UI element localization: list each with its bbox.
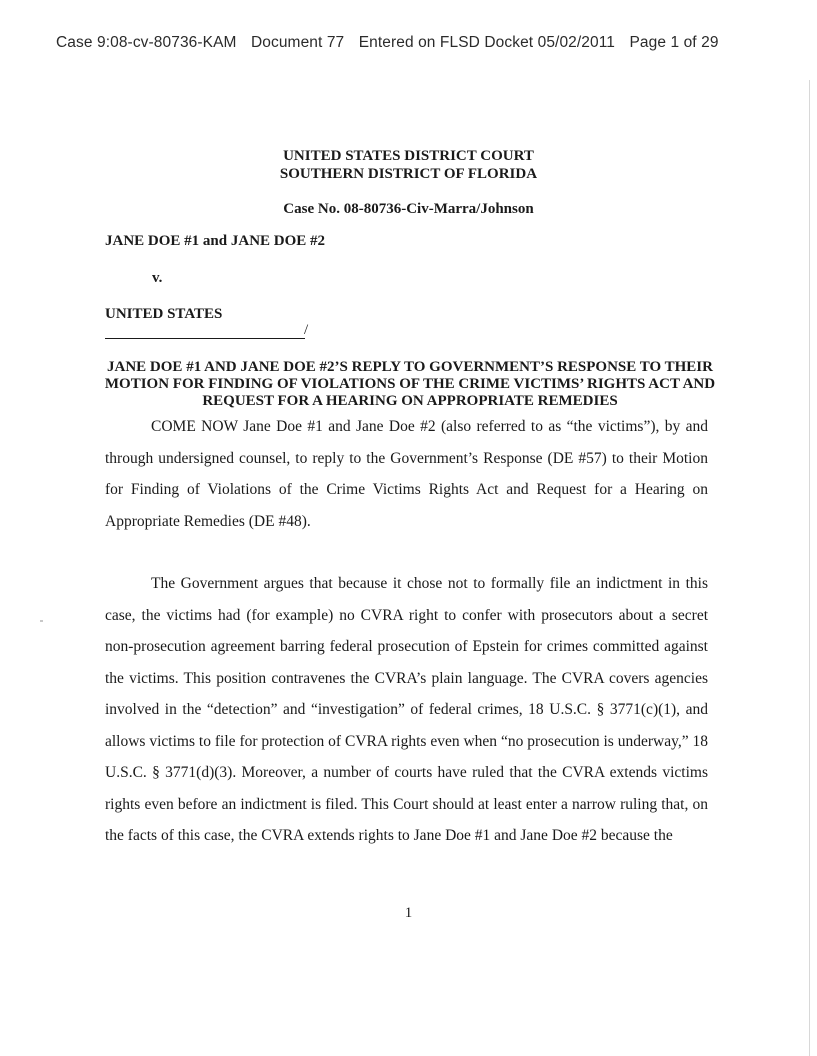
- paragraph-text: COME NOW Jane Doe #1 and Jane Doe #2 (also referred to as “the victims”), by and through undersigned counsel, to reply to the Government’s Response (DE #57) to their Motion for Finding of Violations of the Crime Victims Rights Act and Request for a Hearing on Appropriate Remedies (DE #48).: [105, 418, 708, 530]
- plaintiffs: JANE DOE #1 and JANE DOE #2: [105, 233, 326, 249]
- court-name: UNITED STATES DISTRICT COURT: [283, 148, 534, 164]
- document-title: JANE DOE #1 AND JANE DOE #2’S REPLY TO GOVERNMENT’S RESPONSE TO THEIR MOTION FOR FINDING OF VIOLATIONS OF THE CRIME VICTIMS’ RIGHTS ACT AND REQUEST FOR A HEARING ON APPROPRIATE REMEDIES: [104, 359, 716, 409]
- docket-page: Page 1 of 29: [629, 34, 719, 51]
- docket-case-ref: Case 9:08-cv-80736-KAM: [56, 34, 237, 51]
- body-paragraph-1: [105, 411, 708, 537]
- defendant: UNITED STATES: [105, 306, 223, 322]
- docket-header: [56, 34, 729, 52]
- versus: v.: [152, 270, 163, 286]
- court-heading: [0, 147, 817, 183]
- docket-entered: Entered on FLSD Docket 05/02/2011: [358, 34, 616, 51]
- body-paragraph-2: [105, 568, 708, 852]
- caption-slash: /: [304, 322, 309, 338]
- signature-rule: [105, 338, 305, 339]
- paragraph-text: The Government argues that because it chose not to formally file an indictment in this case, the victims had (for example) no CVRA right to confer with prosecutors about a secret non-prosecution agreement barring federal prosecution of Epstein for crimes committed against the victims. This position contravenes the CVRA’s plain language. The CVRA covers agencies involved in the “detection” and “investigation” of federal crimes, 18 U.S.C. § 3771(c)(1), and allows victims to file for protection of CVRA rights even when “no prosecution is underway,” 18 U.S.C. § 3771(d)(3). Moreover, a number of courts have ruled that the CVRA extends victims rights even before an indictment is filed. This Court should at least enter a narrow ruling that, on the facts of this case, the CVRA extends rights to Jane Doe #1 and Jane Doe #2 because the: [105, 575, 708, 844]
- court-district: SOUTHERN DISTRICT OF FLORIDA: [279, 166, 538, 182]
- page-number: 1: [404, 905, 413, 921]
- scan-speck: [40, 620, 43, 622]
- case-number: Case No. 08-80736-Civ-Marra/Johnson: [283, 201, 534, 217]
- docket-document: Document 77: [250, 34, 345, 51]
